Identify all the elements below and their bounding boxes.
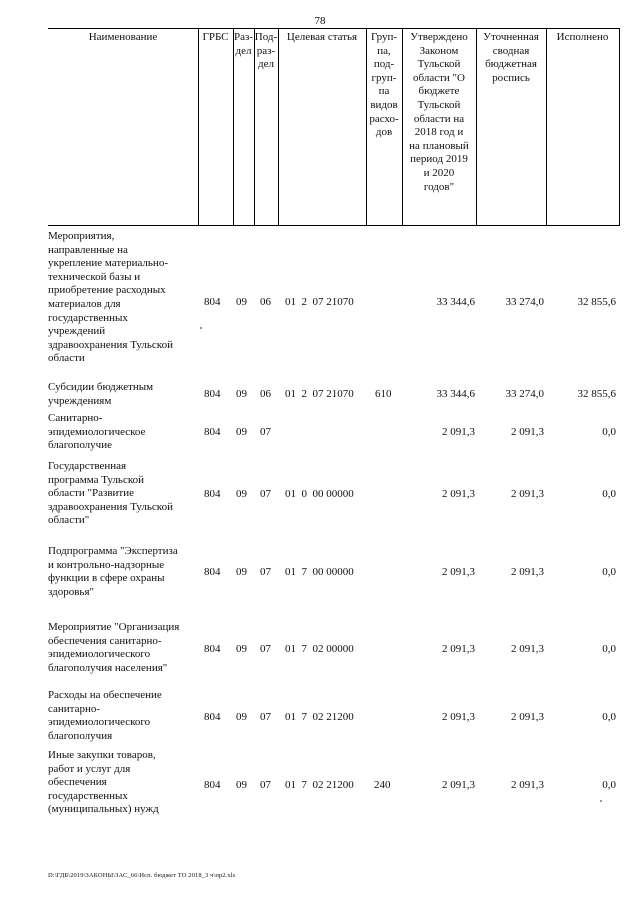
row-name: Субсидии бюджетным учреждениям: [48, 381, 154, 407]
row-name: Подпрограмма "Экспертиза и контрольно-надзорные функции в сфере охраны здоровья": [48, 545, 178, 598]
row-target: 01 2 07 21070: [285, 388, 354, 400]
row-name: Иные закупки товаров, работ и услуг для обеспечения государственных (муниципальных) нужд: [48, 749, 159, 816]
row-razdel: 09: [236, 566, 247, 578]
row-refined: 2 091,3: [511, 566, 544, 578]
row-approved: 2 091,3: [442, 779, 475, 791]
row-target: 01 0 00 00000: [285, 488, 354, 500]
row-podrazdel: 06: [260, 296, 271, 308]
row-approved: 33 344,6: [436, 296, 475, 308]
row-vid: 240: [374, 779, 391, 791]
row-refined: 33 274,0: [505, 296, 544, 308]
scan-speck: [200, 327, 202, 329]
row-executed: 32 855,6: [577, 296, 616, 308]
header-podrazdel: Под- раз- дел: [254, 31, 278, 71]
header-approved: Утверждено Законом Тульской области "О бюджете Тульской области на 2018 год и на плановый период 2019 и 2020 годов": [409, 31, 469, 193]
row-target: 01 7 02 00000: [285, 643, 354, 655]
row-executed: 0,0: [602, 643, 616, 655]
header-razdel: Раз- дел: [233, 31, 253, 57]
row-refined: 2 091,3: [511, 426, 544, 438]
row-executed: 32 855,6: [577, 388, 616, 400]
row-podrazdel: 07: [260, 643, 271, 655]
row-razdel: 09: [236, 643, 247, 655]
column-divider: [278, 28, 279, 226]
row-podrazdel: 07: [260, 566, 271, 578]
row-approved: 2 091,3: [442, 711, 475, 723]
row-refined: 2 091,3: [511, 711, 544, 723]
row-razdel: 09: [236, 711, 247, 723]
row-approved: 2 091,3: [442, 488, 475, 500]
row-target: 01 2 07 21070: [285, 296, 354, 308]
row-grbs: 804: [204, 426, 221, 438]
row-approved: 2 091,3: [442, 566, 475, 578]
row-refined: 2 091,3: [511, 643, 544, 655]
file-path-footer: D:\ГДБ\2019\ЗАКОНЫ\ЗАС_66\Исп. бюджет ТО 2018_3 ч\пр2.xls: [48, 872, 236, 879]
row-approved: 2 091,3: [442, 426, 475, 438]
row-grbs: 804: [204, 566, 221, 578]
row-target: 01 7 02 21200: [285, 711, 354, 723]
header-target: Целевая статья: [286, 31, 358, 43]
row-grbs: 804: [204, 711, 221, 723]
row-grbs: 804: [204, 296, 221, 308]
column-divider: [619, 28, 620, 226]
row-name: Государственная программа Тульской области "Развитие здравоохранения Тульской области": [48, 460, 173, 527]
header-name: Наименование: [88, 31, 158, 43]
row-approved: 33 344,6: [436, 388, 475, 400]
row-podrazdel: 07: [260, 426, 271, 438]
header-vid: Груп- па, под- груп- па видов расхо- дов: [369, 31, 399, 139]
column-divider: [546, 28, 547, 226]
header-executed: Исполнено: [556, 31, 609, 43]
row-podrazdel: 07: [260, 711, 271, 723]
row-name: Расходы на обеспечение санитарно- эпидемиологического благополучия: [48, 689, 162, 742]
header-refined: Уточненная сводная бюджетная роспись: [483, 31, 539, 84]
row-podrazdel: 06: [260, 388, 271, 400]
row-executed: 0,0: [602, 566, 616, 578]
row-executed: 0,0: [602, 426, 616, 438]
row-target: 01 7 02 21200: [285, 779, 354, 791]
row-executed: 0,0: [602, 711, 616, 723]
row-razdel: 09: [236, 296, 247, 308]
row-grbs: 804: [204, 488, 221, 500]
row-razdel: 09: [236, 488, 247, 500]
header-grbs: ГРБС: [202, 31, 229, 43]
row-grbs: 804: [204, 388, 221, 400]
row-podrazdel: 07: [260, 779, 271, 791]
row-executed: 0,0: [602, 488, 616, 500]
row-target: 01 7 00 00000: [285, 566, 354, 578]
column-divider: [198, 28, 199, 226]
row-refined: 33 274,0: [505, 388, 544, 400]
row-name: Мероприятие "Организация обеспечения санитарно- эпидемиологического благополучия населения": [48, 621, 180, 674]
row-razdel: 09: [236, 426, 247, 438]
row-approved: 2 091,3: [442, 643, 475, 655]
row-refined: 2 091,3: [511, 488, 544, 500]
row-podrazdel: 07: [260, 488, 271, 500]
page-number: 78: [314, 15, 326, 27]
row-name: Санитарно- эпидемиологическое благополучие: [48, 412, 146, 452]
row-razdel: 09: [236, 388, 247, 400]
row-name: Мероприятия, направленные на укрепление материально- технической базы и приобретение расходных материалов для государственных учреждений здравоохранения Тульской области: [48, 230, 173, 365]
row-grbs: 804: [204, 779, 221, 791]
scan-speck: [600, 800, 602, 802]
row-vid: 610: [375, 388, 392, 400]
row-grbs: 804: [204, 643, 221, 655]
row-razdel: 09: [236, 779, 247, 791]
row-refined: 2 091,3: [511, 779, 544, 791]
row-executed: 0,0: [602, 779, 616, 791]
